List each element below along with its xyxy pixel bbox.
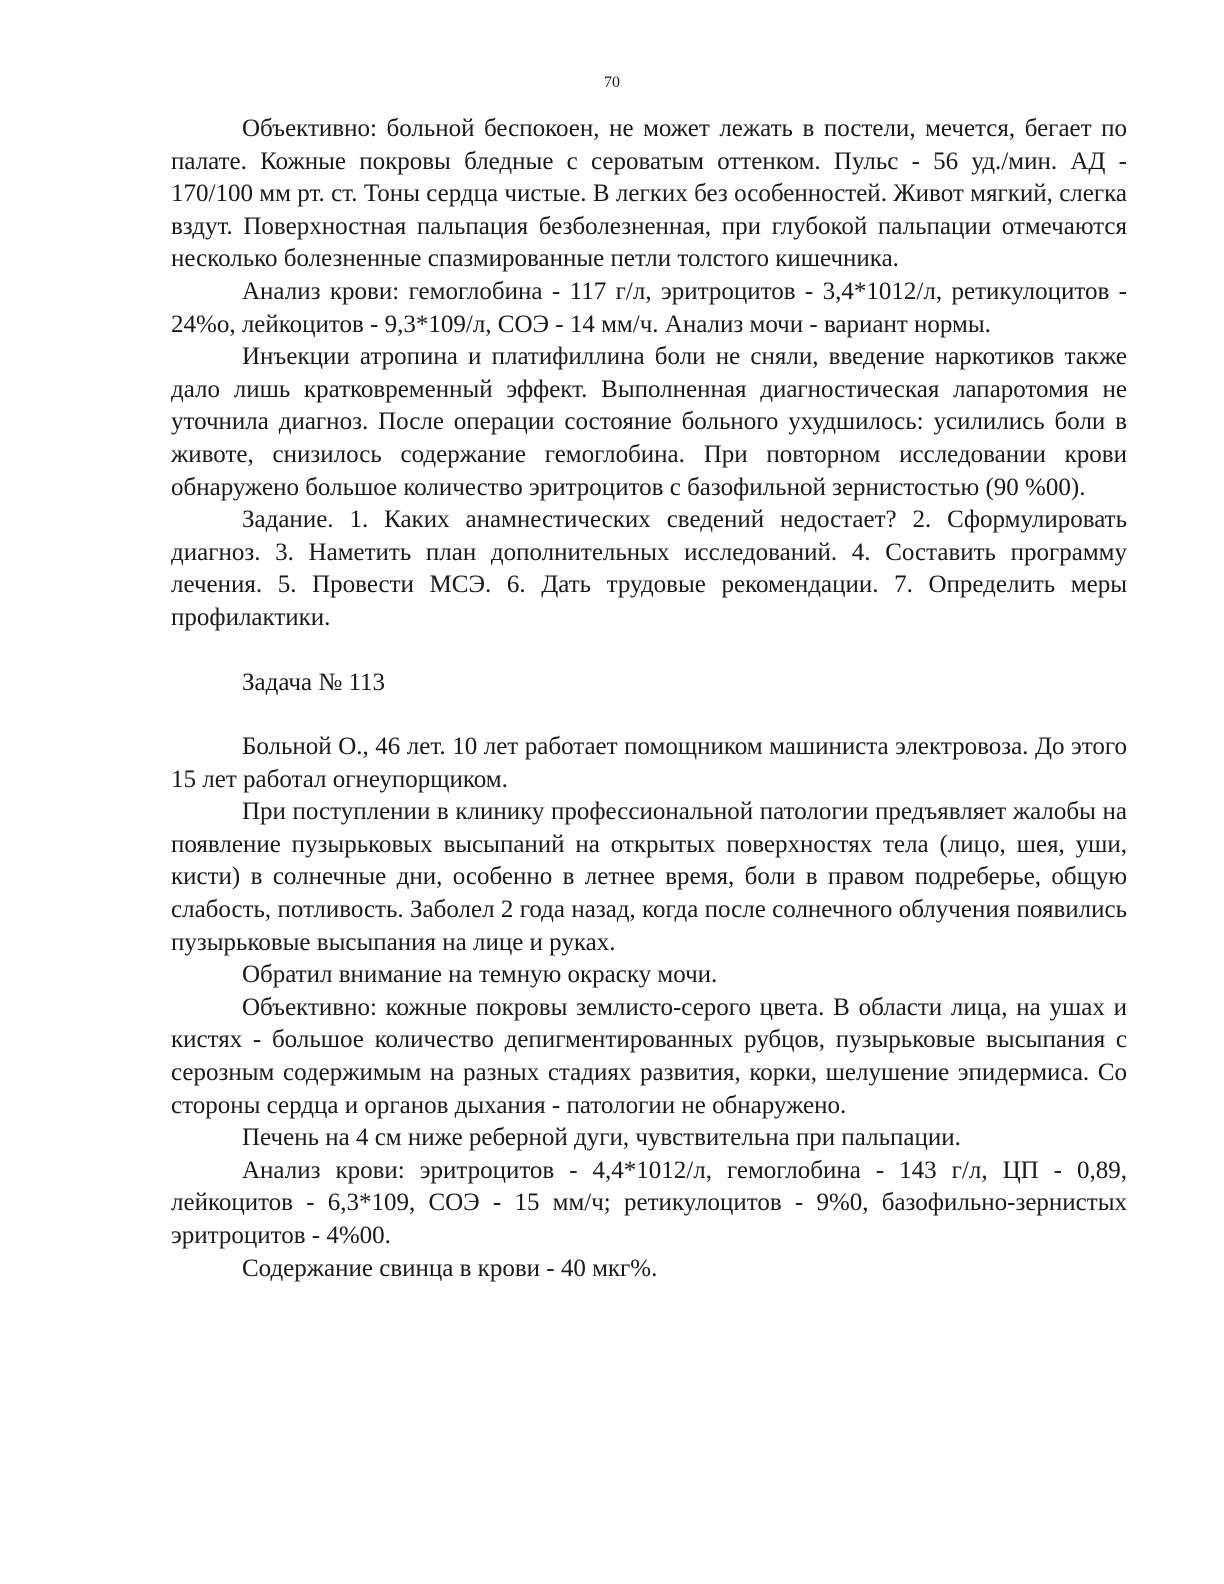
paragraph-liver: Печень на 4 см ниже реберной дуги, чувствительна при пальпации. xyxy=(242,1124,961,1152)
task-heading: Задача № 113 xyxy=(242,668,386,696)
paragraph-objective-1: Объективно: больной беспокоен, не может лежать в постели, мечется, бегает по палате. Кожные покровы бледные с сероватым оттенком. Пульс - 56 уд./мин. АД - 170/100 мм рт. ст. Тоны сердца чистые. В легких без особенностей. Живот мягкий, слегка вздут. Поверхностная пальпация безболезненная, при глубокой пальпации отмечаются несколько болезненные спазмированные петли толстого кишечника. xyxy=(171,115,1127,273)
paragraph-urine-note: Обратил внимание на темную окраску мочи. xyxy=(242,961,718,989)
paragraph-objective-2: Объективно: кожные покровы землисто-серого цвета. В области лица, на ушах и кистях - большое количество депигментированных рубцов, пузырьковые высыпания с серозным содержимым на разных стадиях развития, корки, шелушение эпидермиса. Со стороны сердца и органов дыхания - патологии не обнаружено. xyxy=(171,993,1127,1119)
page-number: 70 xyxy=(604,74,620,91)
document-body xyxy=(171,113,1127,1285)
paragraph-lead-content: Содержание свинца в крови - 40 мкг%. xyxy=(242,1254,658,1282)
paragraph-assignment: Задание. 1. Каких анамнестических сведений недостает? 2. Сформулировать диагноз. 3. Наметить план дополнительных исследований. 4. Составить программу лечения. 5. Провести МСЭ. 6. Дать трудовые рекомендации. 7. Определить меры профилактики. xyxy=(171,506,1127,631)
paragraph-complaints: При поступлении в клинику профессиональной патологии предъявляет жалобы на появление пузырьковых высыпаний на открытых поверхностях тела (лицо, шея, уши, кисти) в солнечные дни, особенно в летнее время, боли в правом подреберье, общую слабость, потливость. Заболел 2 года назад, когда после солнечного облучения появились пузырьковые высыпания на лице и руках. xyxy=(171,798,1127,956)
paragraph-blood-analysis-2: Анализ крови: эритроцитов - 4,4*1012/л, гемоглобина - 143 г/л, ЦП - 0,89, лейкоцитов - 6,3*109, СОЭ - 15 мм/ч; ретикулоцитов - 9%0, базофильно-зернистых эритроцитов - 4%00. xyxy=(171,1156,1127,1249)
paragraph-blood-analysis-1: Анализ крови: гемоглобина - 117 г/л, эритроцитов - 3,4*1012/л, ретикулоцитов - 24%о, лейкоцитов - 9,3*109/л, СОЭ - 14 мм/ч. Анализ мочи - вариант нормы. xyxy=(171,277,1127,338)
paragraph-treatment-course: Инъекции атропина и платифиллина боли не сняли, введение наркотиков также дало лишь кратковременный эффект. Выполненная диагностическая лапаротомия не уточнила диагноз. После операции состояние больного ухудшилось: усилились боли в животе, снизилось содержание гемоглобина. При повторном исследовании крови обнаружено большое количество эритроцитов с базофильной зернистостью (90 %00). xyxy=(171,343,1127,501)
paragraph-patient-intro: Больной О., 46 лет. 10 лет работает помощником машиниста электровоза. До этого 15 лет работал огнеупорщиком. xyxy=(171,733,1127,793)
